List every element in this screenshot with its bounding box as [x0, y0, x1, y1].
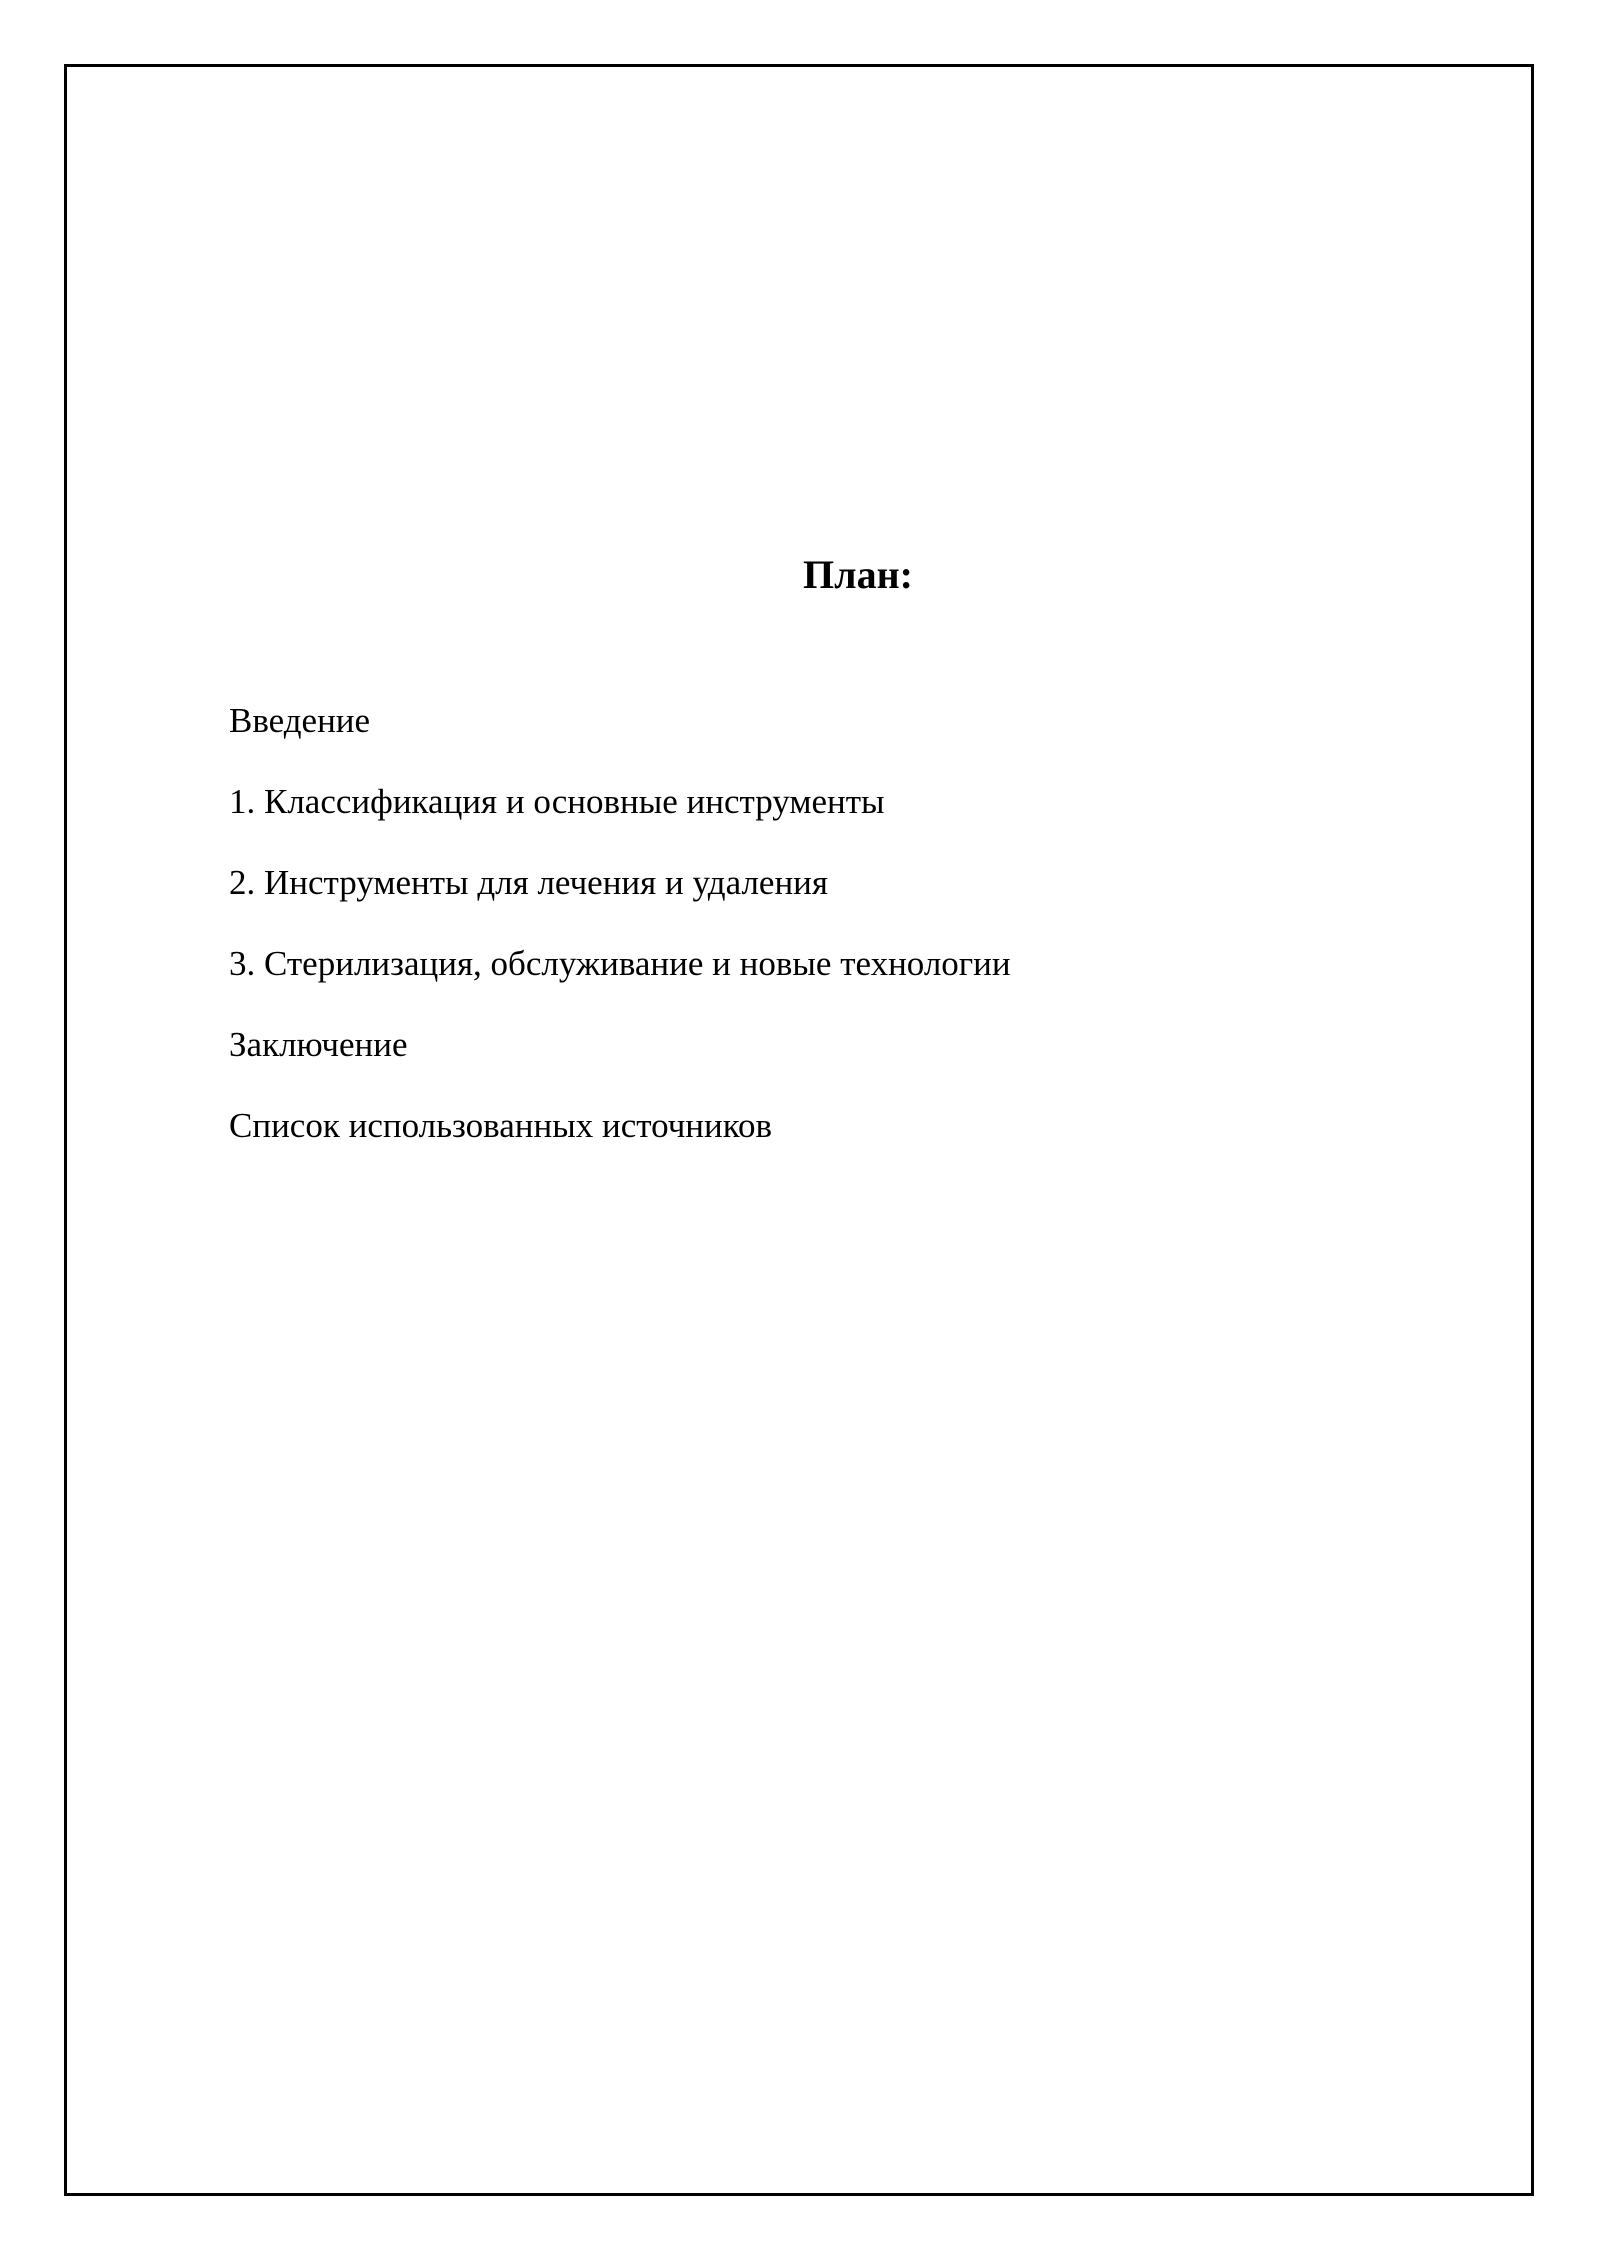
toc-item-conclusion: Заключение	[229, 1025, 408, 1064]
page-title: План:	[803, 552, 913, 597]
toc-item-section-1: 1. Классификация и основные инструменты	[229, 782, 885, 821]
toc-item-section-3: 3. Стерилизация, обслуживание и новые технологии	[229, 944, 1011, 983]
toc-item-section-2: 2. Инструменты для лечения и удаления	[229, 863, 828, 902]
toc-item-references: Список использованных источников	[229, 1106, 773, 1145]
toc-item-introduction: Введение	[229, 701, 371, 740]
table-of-contents	[229, 697, 1011, 1183]
